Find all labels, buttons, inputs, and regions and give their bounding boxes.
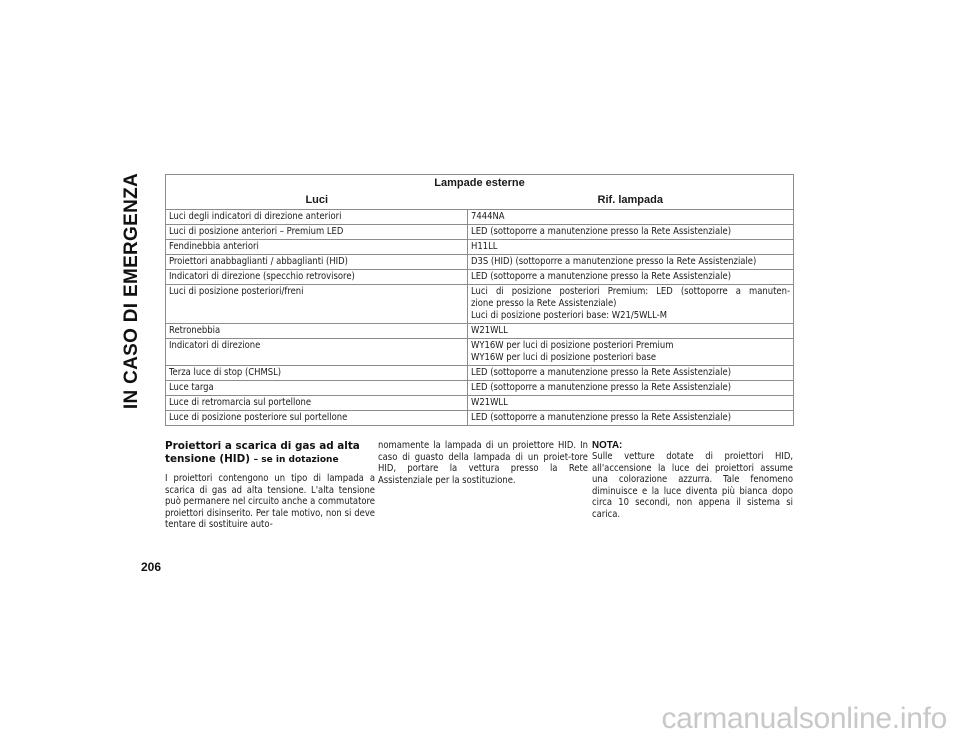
cell-luci: Luci di posizione posteriori/freni — [166, 285, 468, 324]
chapter-title-text: IN CASO DI EMERGENZA — [121, 172, 142, 410]
cell-rif-lampada — [468, 210, 794, 225]
section-title — [165, 440, 375, 466]
cell-rif-lampada — [468, 225, 794, 240]
cell-rif-lampada — [468, 240, 794, 255]
cell-rif-lampada — [468, 396, 794, 411]
chapter-side-title — [112, 172, 152, 410]
cell-luci: Proiettori anabbaglianti / abbaglianti (HID) — [166, 255, 468, 270]
cell-rif-lampada — [468, 339, 794, 366]
cell-luci: Luce targa — [166, 381, 468, 396]
table-row — [166, 255, 794, 270]
header-rif-lampada: Rif. lampada — [468, 192, 794, 210]
text-column-3 — [592, 440, 793, 521]
cell-rif-lampada — [468, 324, 794, 339]
cell-luci: Indicatori di direzione — [166, 339, 468, 366]
cell-rif-line: zione presso la Rete Assistenziale) — [471, 298, 617, 309]
table-row — [166, 324, 794, 339]
cell-rif-line: Luci di posizione posteriori base: W21/5WLL-M — [471, 310, 667, 321]
cell-rif-line: LED (sottoporre a manutenzione presso la Rete Assistenziale) — [471, 226, 731, 237]
text-column-2 — [378, 440, 588, 486]
cell-rif-line: WY16W per luci di posizione posteriori base — [471, 352, 657, 363]
header-luci: Luci — [166, 192, 468, 210]
cell-rif-line: W21WLL — [471, 397, 508, 408]
cell-luci: Fendinebbia anteriori — [166, 240, 468, 255]
table-row — [166, 396, 794, 411]
cell-luci: Luci degli indicatori di direzione anteriori — [166, 210, 468, 225]
cell-luci: Luci di posizione anteriori – Premium LED — [166, 225, 468, 240]
cell-rif-line: H11LL — [471, 241, 498, 252]
cell-rif-line: LED (sottoporre a manutenzione presso la Rete Assistenziale) — [471, 367, 731, 378]
table-row — [166, 411, 794, 426]
cell-luci: Terza luce di stop (CHMSL) — [166, 366, 468, 381]
watermark: carmanualsonline.info — [661, 702, 947, 735]
table-caption-row — [166, 175, 794, 193]
cell-rif-line: W21WLL — [471, 325, 508, 336]
table-caption: Lampade esterne — [166, 175, 794, 193]
table-row — [166, 366, 794, 381]
cell-luci: Retronebbia — [166, 324, 468, 339]
table-row — [166, 225, 794, 240]
cell-rif-lampada — [468, 270, 794, 285]
note-label: NOTA: — [592, 440, 623, 451]
cell-rif-line: D3S (HID) (sottoporre a manutenzione presso la Rete Assistenziale) — [471, 256, 757, 267]
table-row — [166, 210, 794, 225]
cell-luci: Luce di posizione posteriore sul portellone — [166, 411, 468, 426]
cell-rif-lampada — [468, 366, 794, 381]
section-title-text: Proiettori a scarica di gas ad alta tensione (HID) — [165, 440, 360, 465]
table-row — [166, 240, 794, 255]
cell-luci: Indicatori di direzione (specchio retrovisore) — [166, 270, 468, 285]
note-paragraph: Sulle vetture dotate di proiettori HID, all'accensione la luce dei proiettori assume una colorazione azzurra. Tale fenomeno diminuisce e la luce diventa più bianca dopo circa 10 secondi, non appena il sistema si carica. — [592, 451, 793, 520]
cell-rif-line: 7444NA — [471, 211, 505, 222]
section-subtitle: – se in dotazione — [253, 454, 339, 465]
cell-luci: Luce di retromarcia sul portellone — [166, 396, 468, 411]
cell-rif-lampada — [468, 381, 794, 396]
cell-rif-lampada — [468, 285, 794, 324]
text-column-1 — [165, 440, 375, 531]
cell-rif-line: LED (sottoporre a manutenzione presso la Rete Assistenziale) — [471, 412, 731, 423]
cell-rif-lampada — [468, 411, 794, 426]
table-body — [166, 210, 794, 426]
table-row — [166, 339, 794, 366]
body-paragraph-1: I proiettori contengono un tipo di lampada a scarica di gas ad alta tensione. L'alta tensione può permanere nel circuito anche a commutatore proiettori disinserito. Per tale motivo, non si deve tentare di sostituire auto- — [165, 473, 375, 531]
table-row — [166, 285, 794, 324]
table-row — [166, 270, 794, 285]
cell-rif-line: LED (sottoporre a manutenzione presso la Rete Assistenziale) — [471, 382, 731, 393]
cell-rif-line: WY16W per luci di posizione posteriori Premium — [471, 340, 674, 351]
cell-rif-lampada — [468, 255, 794, 270]
exterior-lamps-table — [165, 174, 794, 426]
table-row — [166, 381, 794, 396]
cell-rif-line: LED (sottoporre a manutenzione presso la Rete Assistenziale) — [471, 271, 731, 282]
body-paragraph-2: nomamente la lampada di un proiettore HID. In caso di guasto della lampada di un proiet-tore HID, portare la vettura presso la Rete Assistenziale per la sostituzione. — [378, 440, 588, 486]
cell-rif-line: Luci di posizione posteriori Premium: LED (sottoporre a manuten- — [471, 286, 791, 297]
page-number: 206 — [141, 560, 162, 574]
table-header-row — [166, 192, 794, 210]
